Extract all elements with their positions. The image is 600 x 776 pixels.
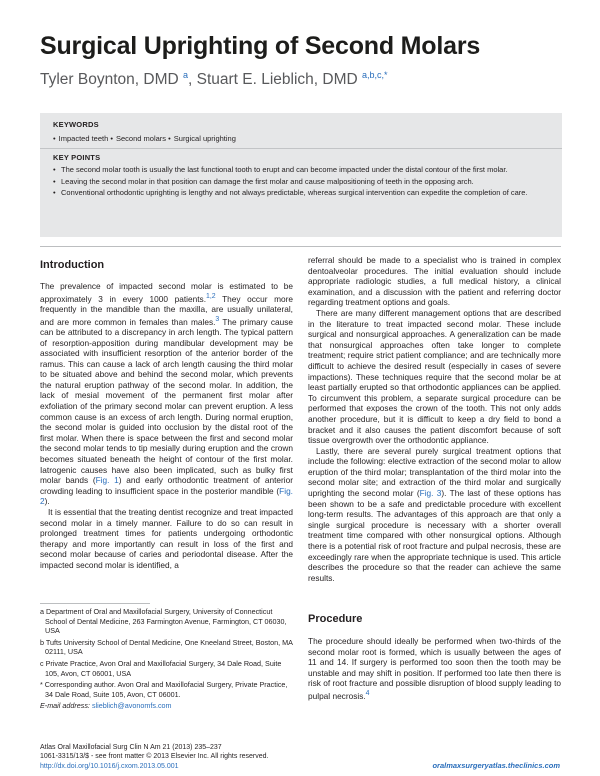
intro-paragraph-1: [40, 281, 293, 507]
keywords-box: [40, 113, 562, 237]
copyright-line: 1061-3315/13/$ - see front matter © 2013 Elsevier Inc. All rights reserved.: [40, 753, 269, 761]
citation-link[interactable]: 3: [215, 315, 220, 323]
keyword-item: Surgical uprighting: [173, 134, 236, 143]
footnote-rule: [40, 603, 150, 604]
bullet-icon: •: [168, 134, 171, 143]
text-run: ). The last of these options has been shown to be a safe and predictable procedure with excellent long-term results. The advantages of this approach are that only a single surgical procedure is necessary with a shorter overall treatment time compared with other nonsurgical options. Although there is a potential risk of root fracture and pulpal necrosis, these are exceedingly rare when the appropriate technique is used. This article describes the procedure so that the reader can achieve the same results.: [308, 488, 561, 583]
text-run: They occur more frequently in the mandible than the maxilla, are usually unilateral, and are more common in females than males.: [40, 293, 293, 327]
procedure-paragraph: [308, 636, 561, 701]
section-divider: [40, 246, 561, 247]
keywords-list: [53, 134, 552, 143]
figure-link[interactable]: Fig. 1: [95, 475, 119, 486]
footnote-a: a Department of Oral and Maxillofacial Surgery, University of Connecticut School of Dental Medicine, 263 Farmington Avenue, Farmington, CT 06030, USA: [40, 607, 287, 636]
text-run: The prevalence of impacted second molar is estimated to be approximately 3 in every 1000 patients.: [40, 281, 293, 304]
text-run: Lastly, there are several purely surgical treatment options that include the following: elective extraction of the second molar to allow eruption of the third molar; transplantation of the third molar into the second molar site; and extraction of the third molar and surgically uprighting the second molar (: [308, 445, 561, 499]
figure-link[interactable]: Fig. 3: [419, 488, 442, 499]
procedure-heading: Procedure: [308, 613, 363, 625]
procedure-text: [308, 636, 561, 701]
text-run: ).: [44, 496, 50, 507]
author-line: [40, 70, 388, 89]
key-point-item: • The second molar tooth is usually the last functional tooth to erupt and can become impacted under the distal contour of the first molar.: [53, 165, 552, 176]
bullet-icon: •: [53, 134, 56, 143]
footnote-c: c Private Practice, Avon Oral and Maxillofacial Surgery, 34 Dale Road, Suite 105, Avon, CT 06001, USA: [40, 658, 282, 678]
text-run: The primary cause can be attributed to a discrepancy in arch length. The typical pattern of resorption-apposition during mandibular development may be associated with insufficient resorption of the anterior border of the ramus. This can cause a lack of arch length causing the third molar to be situated above and behind the second molar, which prevents the natural eruption pathway of the second molar. In addition, the lack of mesial movement of the permanent first molar after exfoliation of the primary second molar can prevent eruption. A less common cause is an excess of arch length. During normal eruption, the second molar is guided into occlusion by the distal root of the first molar. When there is space between the first and second molar the second molar tends to tip mesially during eruption and the crown becomes situated beneath the height of contour of the first molar. Iatrogenic causes have also been implicated, such as bulky first molar bands (: [40, 316, 293, 486]
doi-link[interactable]: http://dx.doi.org/10.1016/j.cxom.2013.05.001: [40, 762, 179, 770]
author-2: , Stuart E. Lieblich, DMD: [188, 71, 363, 88]
right-column: [308, 255, 561, 583]
key-point-item: • Conventional orthodontic uprighting is lengthy and not always predictable, whereas surgical intervention can expedite the completion of care.: [53, 188, 552, 199]
key-points-heading: KEY POINTS: [53, 153, 101, 162]
journal-citation: Atlas Oral Maxillofacial Surg Clin N Am 21 (2013) 235–237: [40, 744, 222, 751]
intro-paragraph-5: [308, 446, 561, 584]
left-column: [40, 281, 293, 571]
text-run: The procedure should ideally be performed when two-thirds of the second molar root is formed, which is usually between the ages of 11 and 14. If surgery is performed too soon then the tooth may be unstable and may shift in position. If performed too late then there is risk of root fracture and possible disruption of blood supply leading to pulpal necrosis.: [308, 636, 561, 701]
author-2-affiliation[interactable]: a,b,c,*: [362, 70, 388, 80]
footnote-email: [40, 701, 293, 711]
key-points-list: [53, 165, 552, 199]
text-run: ) and early orthodontic treatment of anterior crowding leading to insufficient space in the posterior mandible (: [40, 475, 293, 496]
author-1: Tyler Boynton, DMD: [40, 71, 183, 88]
email-label: E-mail address:: [40, 701, 92, 711]
author-1-affiliation[interactable]: a: [183, 70, 189, 80]
citation-link[interactable]: 1,2: [206, 292, 216, 300]
keywords-divider: [40, 148, 562, 149]
page-footer: [40, 743, 269, 771]
bullet-icon: •: [110, 134, 113, 143]
intro-paragraph-2: It is essential that the treating dentist recognize and treat impacted second molar in a timely manner. Failure to do so can result in prolonged treatment times for patients undergoing orthodontic therapy and more importantly can result in loss of the first and second molar because of caries and periodontal disease. After the impacted second molar is identified, a: [40, 507, 293, 570]
intro-paragraph-3: referral should be made to a specialist who is trained in complex dentoalveolar procedures. The initial evaluation should include appropriate radiologic studies, a full medical history, a clinical examination, and a discussion with the patient and referring doctor regarding treatment options and goals.: [308, 255, 561, 308]
citation-link[interactable]: 4: [365, 689, 370, 697]
keywords-heading: KEYWORDS: [53, 120, 99, 129]
article-title: Surgical Uprighting of Second Molars: [40, 32, 481, 60]
intro-paragraph-4: There are many different management options that are described in the literature to treat impacted second molar. These include surgical and nonsurgical approaches. A generalization can be made that nonsurgical approaches often take longer to complete treatment; require strict patient compliance; and are technically more difficult to achieve the desired result (especially in cases of severe impactions). These techniques require that the second molar be at least partially erupted so that orthodontic appliances can be applied. To circumvent this problem, a separate surgical procedure can be performed that exposes the crown of the tooth. This not only adds another procedure, but it is difficult to keep a dry field to bond a bracket and it also causes the patient discomfort because of soft tissue overgrowth over the orthodontic appliance.: [308, 307, 561, 446]
keyword-item: Impacted teeth: [58, 134, 109, 143]
footnote-corresponding: * Corresponding author. Avon Oral and Maxillofacial Surgery, Private Practice, 34 Dale Road, Suite 105, Avon, CT 06001.: [40, 680, 288, 699]
figure-link[interactable]: Fig. 2: [40, 485, 293, 507]
key-point-item: • Leaving the second molar in that position can damage the first molar and cause malpositioning of teeth in the opposing arch.: [53, 177, 552, 188]
journal-site-link[interactable]: oralmaxsurgeryatlas.theclinics.com: [432, 761, 560, 770]
email-link[interactable]: slieblich@avonomfs.com: [91, 701, 172, 711]
footnote-b: b Tufts University School of Dental Medicine, One Kneeland Street, Boston, MA 02111, USA: [40, 637, 293, 657]
introduction-heading: Introduction: [40, 259, 105, 271]
keyword-item: Second molars: [116, 134, 167, 143]
footnotes: [40, 603, 293, 713]
